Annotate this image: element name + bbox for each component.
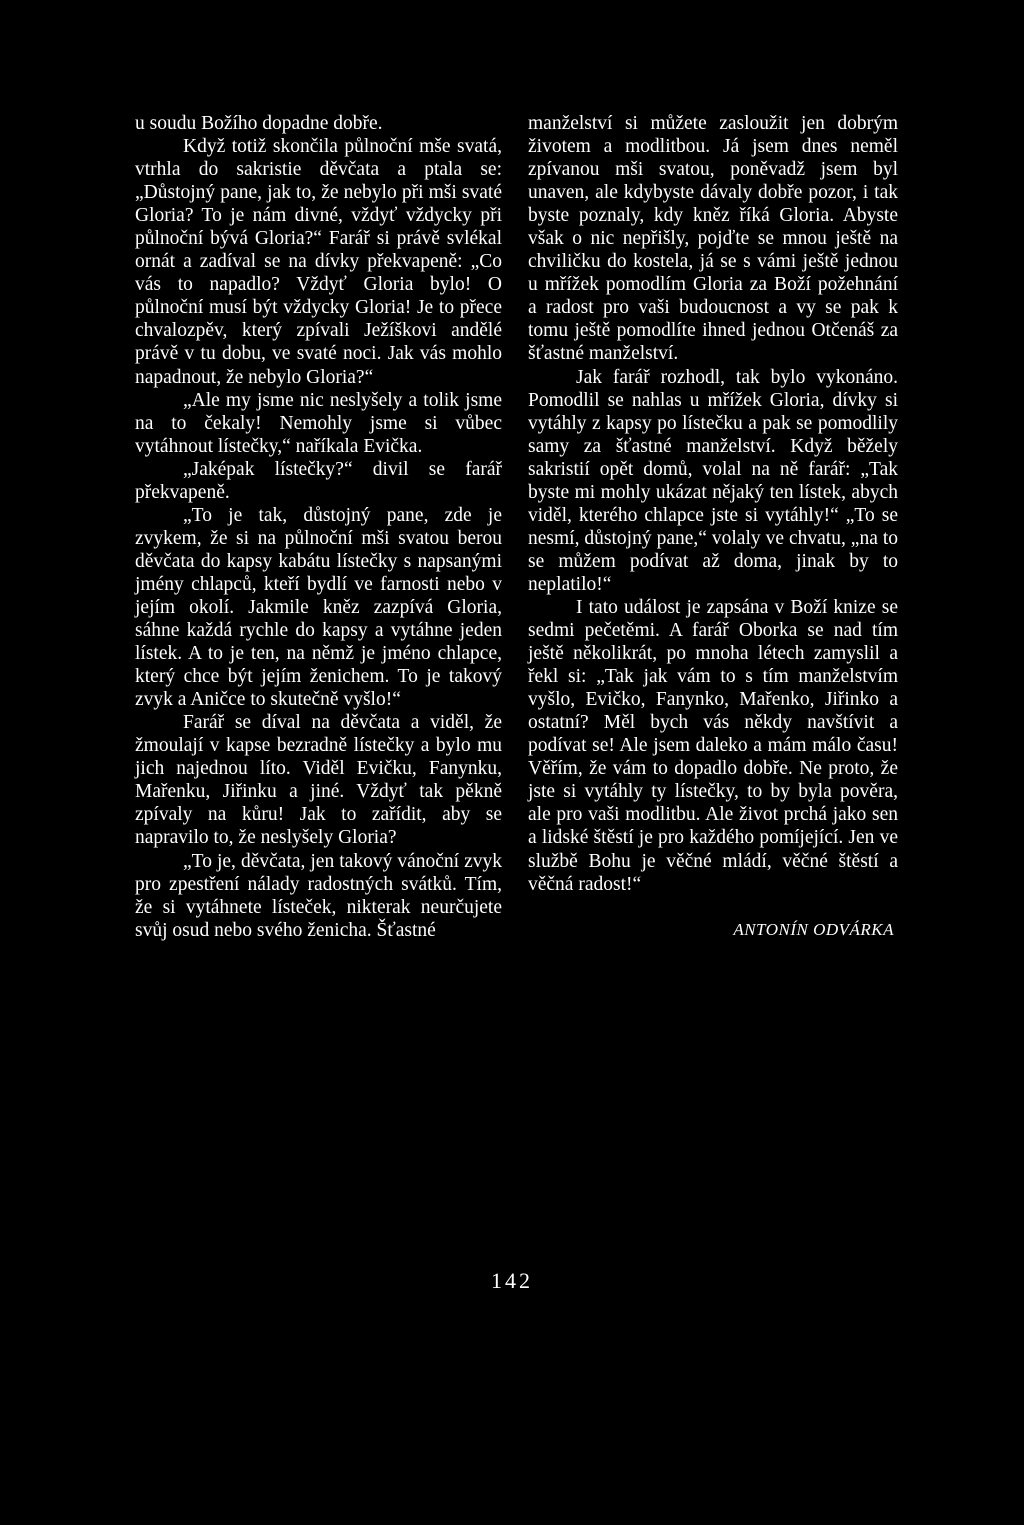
paragraph: Jak farář rozhodl, tak bylo vykonáno. Pomodlil se nahlas u mřížek Gloria, dívky si vytáhly z kapsy po lístečku a pak se pomodlily samy za šťastné manželství. Když běžely sakristií opět domů, volal na ně farář: „Tak byste mi mohly ukázat nějaký ten lístek, abych viděl, kterého chlapce jste si vytáhly!“ „To se nesmí, důstojný pane,“ volaly ve chvatu, „na to se můžem podívat až doma, jinak by to neplatilo!“ bbox=[528, 366, 898, 595]
left-text-column bbox=[135, 112, 502, 942]
paragraph: „To je, děvčata, jen takový vánoční zvyk pro zpestření nálady radostných svátků. Tím, že si vytáhnete lísteček, nikterak neurčujete svůj osud nebo svého ženicha. Šťastné bbox=[135, 850, 502, 941]
page-number: 142 bbox=[491, 1268, 533, 1293]
paragraph: Když totiž skončila půlnoční mše svatá, vtrhla do sakristie děvčata a ptala se: „Důstojný pane, jak to, že nebylo při mši svaté Gloria? To je nám divné, vždyť vždycky při půlnoční bývá Gloria?“ Farář si právě svlékal ornát a zadíval se na dívky překvapeně: „Co vás to napadlo? Vždyť Gloria bylo! O půlnoční musí být vždycky Gloria! Je to přece chvalozpěv, který zpívali Ježíškovi andělé právě v tu dobu, ve svaté noci. Jak vás mohlo napadnout, že nebylo Gloria?“ bbox=[135, 136, 502, 388]
author-signature: ANTONÍN ODVÁRKA bbox=[733, 919, 894, 939]
paragraph: u soudu Božího dopadne dobře. bbox=[135, 113, 383, 134]
paragraph: „To je tak, důstojný pane, zde je zvykem, že si na půlnoční mši svatou berou děvčata do kapsy kabátu lístečky s napsanými jmény chlapců, kteří bydlí ve farnosti nebo v jejím okolí. Jakmile kněz zazpívá Gloria, sáhne každá rychle do kapsy a vytáhne jeden lístek. A to je ten, na němž je jméno chlapce, který chce být jejím ženichem. To je takový zvyk a Aničce to skutečně vyšlo!“ bbox=[135, 504, 502, 711]
paragraph: „Jaképak lístečky?“ divil se farář překvapeně. bbox=[135, 458, 502, 503]
paragraph: manželství si můžete zasloužit jen dobrým životem a modlitbou. Já jsem dnes neměl zpívanou mši svatou, poněvadž jsem byl unaven, ale kdybyste dávaly dobře pozor, i tak byste poznaly, kdy kněz říká Gloria. Abyste však o nic nepřišly, pojďte se mnou ještě na chviličku do kostela, já se s vámi ještě jednou u mřížek pomodlím Gloria za Boží požehnání a radost pro vaši budoucnost a vy se pak k tomu ještě pomodlíte ihned jednou Otčenáš za šťastné manželství. bbox=[528, 113, 898, 365]
paragraph: „Ale my jsme nic neslyšely a tolik jsme na to čekaly! Nemohly jsme si vůbec vytáhnout lístečky,“ naříkala Evička. bbox=[135, 389, 502, 457]
paragraph: I tato událost je zapsána v Boží knize se sedmi pečetěmi. A farář Oborka se nad tím ještě několikrát, po mnoha létech zamyslil a řekl si: „Tak jak vám to s tím manželstvím vyšlo, Evičko, Fanynko, Mařenko, Jiřinko a ostatní? Měl bych vás někdy navštívit a podívat se! Ale jsem daleko a mám málo času! Věřím, že vám to dopadlo dobře. Ne proto, že jste si vytáhly ty lístečky, to by byla pověra, ale pro vaši modlitbu. Ale život prchá jako sen a lidské štěstí je pro každého pomíjející. Jen ve službě Bohu je věčné mládí, věčné štěstí a věčná radost!“ bbox=[528, 596, 898, 895]
paragraph: Farář se díval na děvčata a viděl, že žmoulají v kapse bezradně lístečky a bylo mu jich najednou líto. Viděl Evičku, Fanynku, Mařenku, Jiřinku a jiné. Vždyť tak pěkně zpívaly na kůru! Jak to zařídit, aby se napravilo to, že neslyšely Gloria? bbox=[135, 712, 502, 849]
right-text-column bbox=[528, 112, 898, 941]
